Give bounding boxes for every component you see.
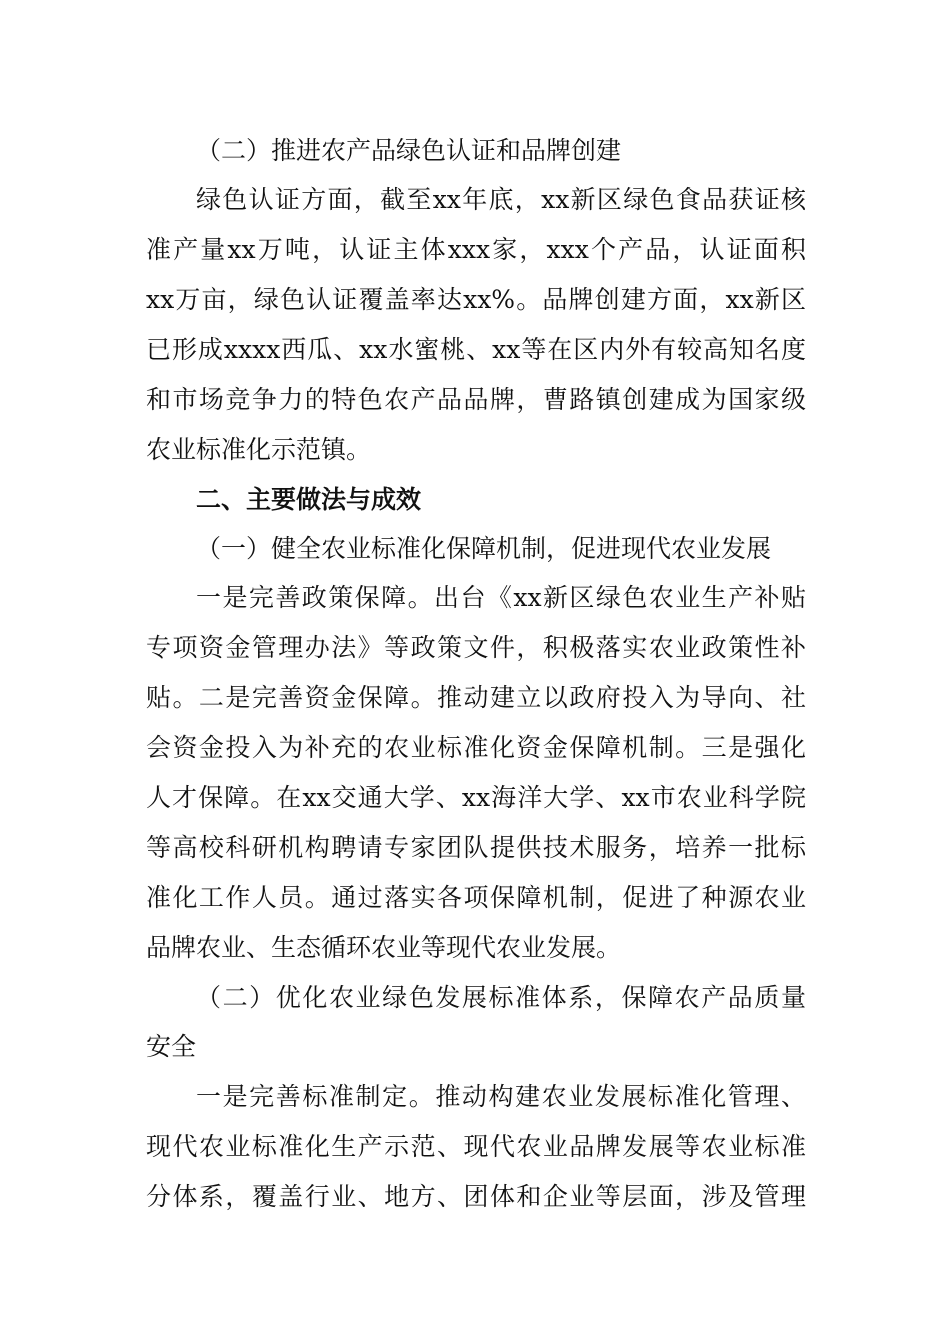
paragraph-line: 品牌农业、生态循环农业等现代农业发展。: [146, 933, 622, 962]
paragraph-line: 分体系，覆盖行业、地方、团体和企业等层面，涉及管理: [146, 1182, 806, 1211]
section-heading-standard-system: （二）优化农业绿色发展标准体系，保障农产品质量: [196, 983, 806, 1012]
paragraph-line: 现代农业标准化生产示范、现代农业品牌发展等农业标准: [146, 1132, 806, 1161]
paragraph-line: 人才保障。在xx交通大学、xx海洋大学、xx市农业科学院: [146, 783, 806, 812]
chapter-heading-main-practices: 二、主要做法与成效: [196, 485, 422, 514]
paragraph-line: 准化工作人员。通过落实各项保障机制，促进了种源农业: [146, 883, 806, 912]
paragraph-line: 农业标准化示范镇。: [146, 435, 372, 464]
section-heading-green-certification: （二）推进农产品绿色认证和品牌创建: [196, 136, 622, 165]
paragraph-line: 准产量xx万吨，认证主体xxx家，xxx个产品，认证面积: [146, 235, 806, 264]
paragraph-line: 等高校科研机构聘请专家团队提供技术服务，培养一批标: [146, 833, 806, 862]
section-heading-guarantee-mechanism: （一）健全农业标准化保障机制，促进现代农业发展: [196, 534, 772, 563]
paragraph-line: xx万亩，绿色认证覆盖率达xx%。品牌创建方面，xx新区: [146, 285, 806, 314]
paragraph-line: 一是完善标准制定。推动构建农业发展标准化管理、: [196, 1082, 806, 1111]
paragraph-line: 绿色认证方面，截至xx年底，xx新区绿色食品获证核: [196, 185, 806, 214]
paragraph-line: 和市场竞争力的特色农产品品牌，曹路镇创建成为国家级: [146, 385, 806, 414]
section-heading-standard-system-continued: 安全: [146, 1032, 197, 1061]
paragraph-line: 会资金投入为补充的农业标准化资金保障机制。三是强化: [146, 733, 806, 762]
paragraph-line: 一是完善政策保障。出台《xx新区绿色农业生产补贴: [196, 583, 806, 612]
paragraph-line: 贴。二是完善资金保障。推动建立以政府投入为导向、社: [146, 683, 806, 712]
paragraph-line: 已形成xxxx西瓜、xx水蜜桃、xx等在区内外有较高知名度: [146, 335, 806, 364]
paragraph-line: 专项资金管理办法》等政策文件，积极落实农业政策性补: [146, 633, 806, 662]
